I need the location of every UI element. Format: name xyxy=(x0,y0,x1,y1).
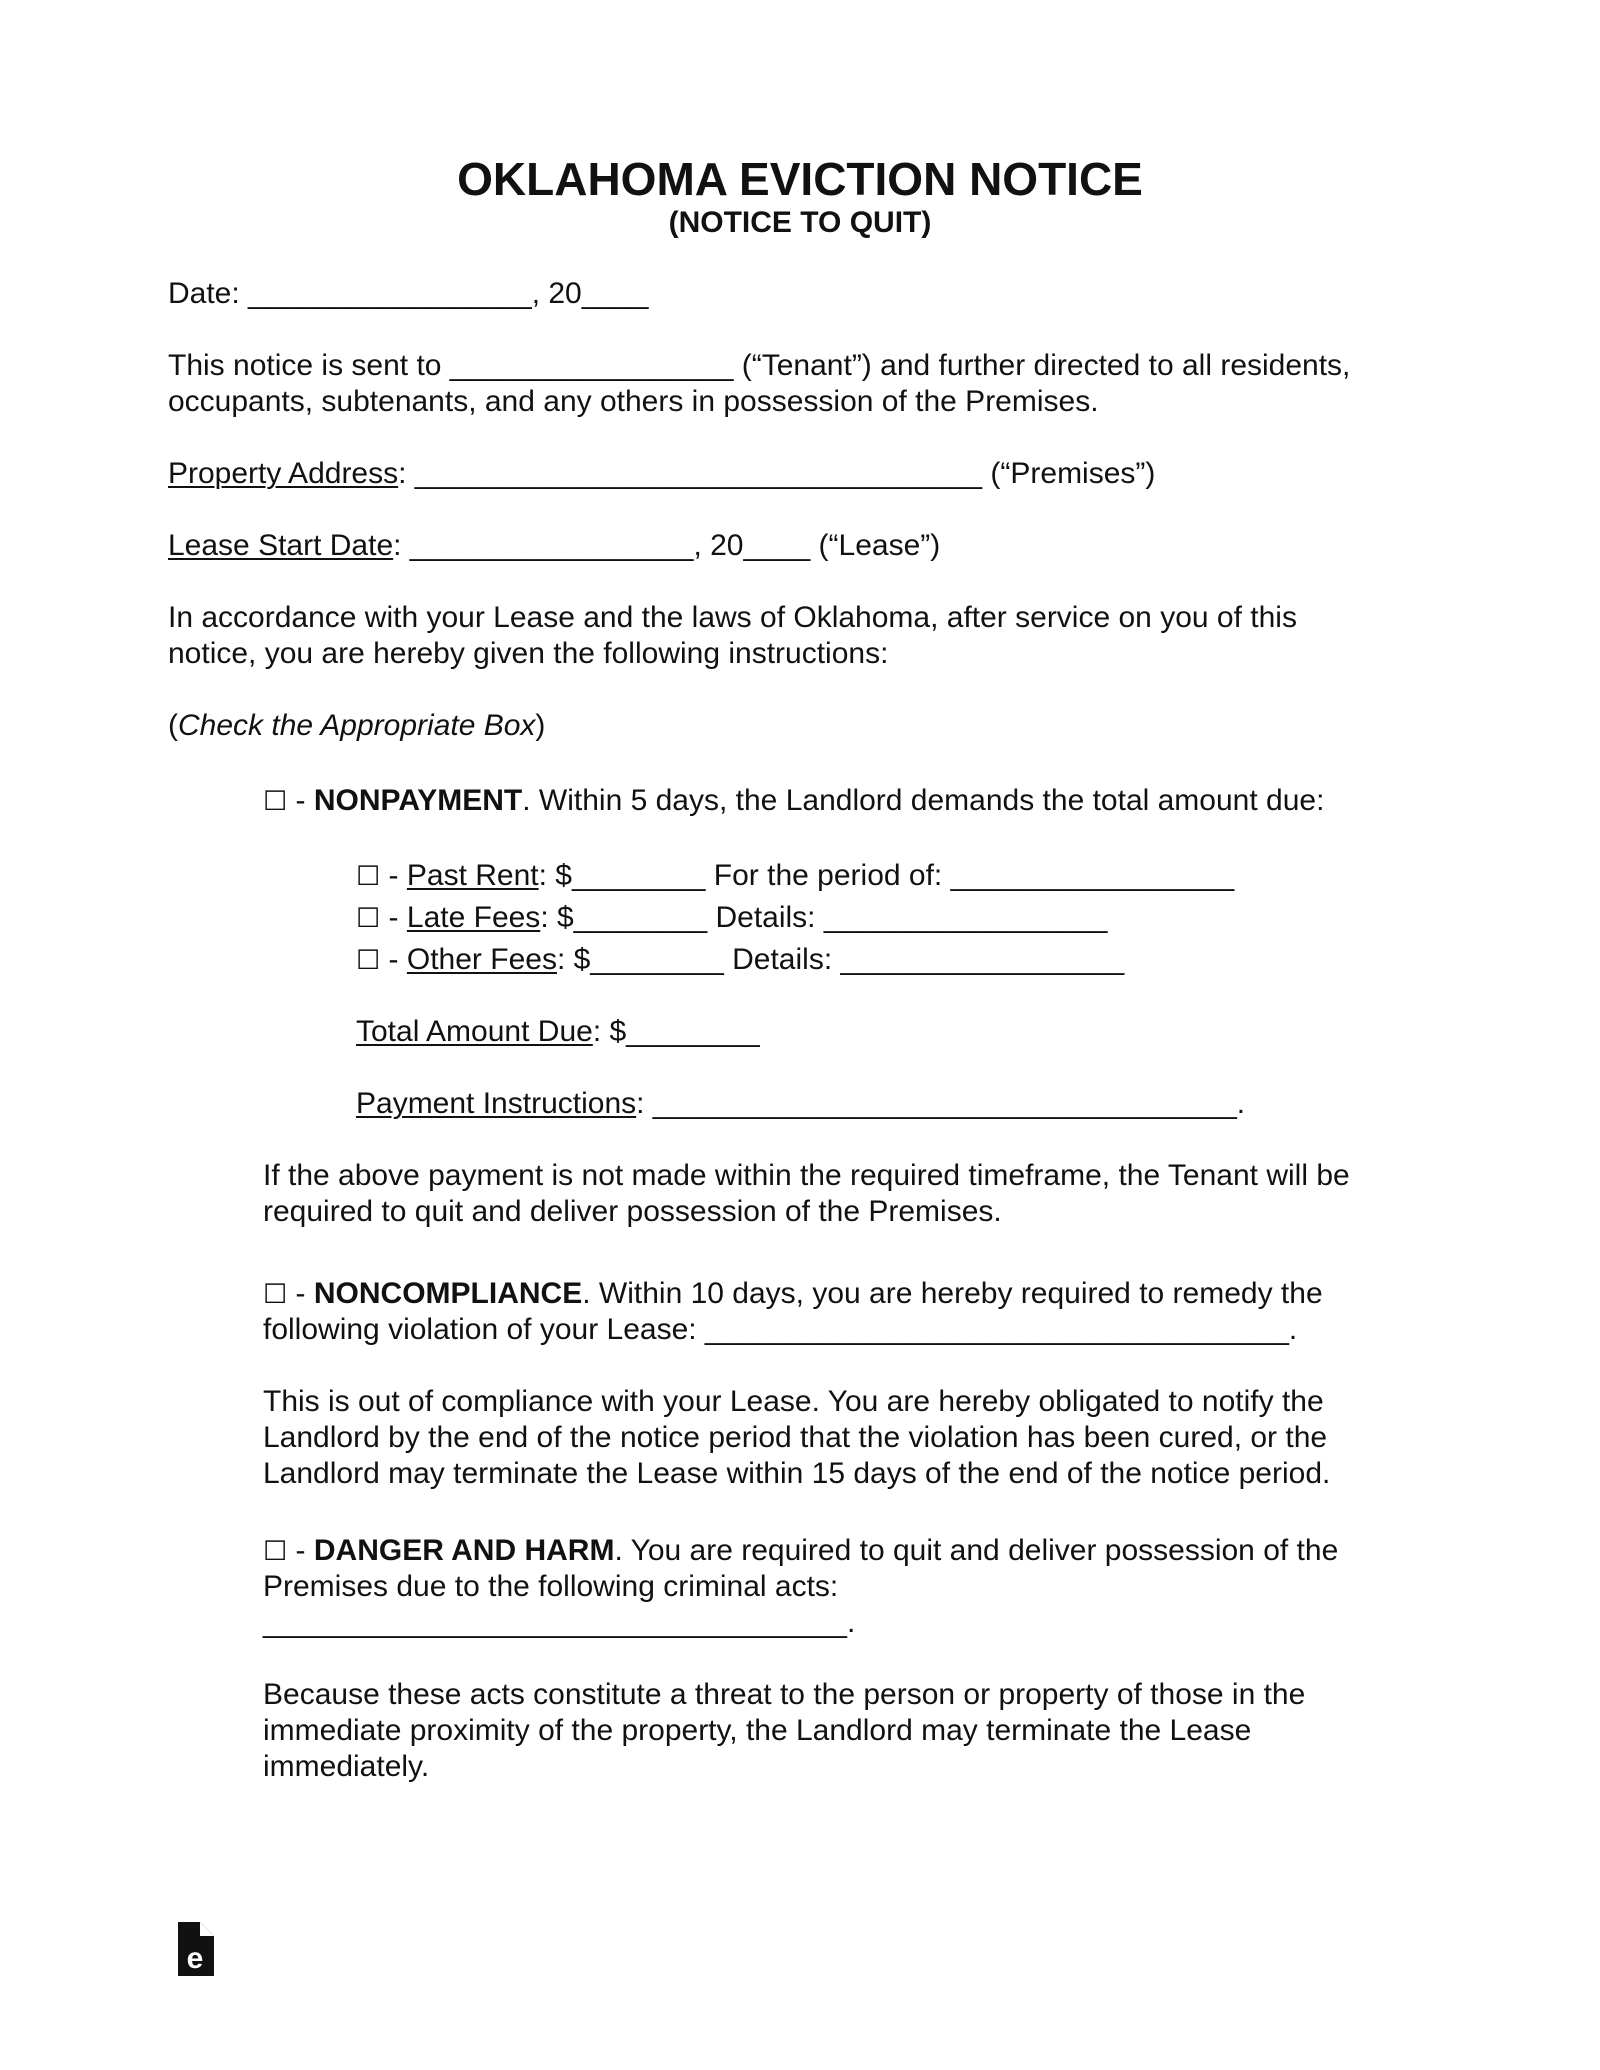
other-fees-label: Other Fees xyxy=(406,943,557,976)
dash: - xyxy=(380,943,407,976)
check-box-text: Check the Appropriate Box xyxy=(178,709,536,742)
nonpayment-option xyxy=(263,783,1324,820)
total-amount-label: Total Amount Due xyxy=(356,1015,593,1048)
past-rent-item xyxy=(356,858,1234,895)
dash: - xyxy=(380,859,407,892)
accordance-line-2: notice, you are hereby given the following instructions: xyxy=(168,637,889,670)
nonpayment-text: . Within 5 days, the Landlord demands the total amount due: xyxy=(522,784,1325,817)
lease-start-label: Lease Start Date xyxy=(168,529,394,562)
dash: - xyxy=(287,1277,314,1310)
dash: - xyxy=(287,784,314,817)
dash: - xyxy=(287,1534,314,1567)
noncompliance-checkbox[interactable]: ☐ xyxy=(263,1279,288,1310)
lease-start-line xyxy=(168,528,940,564)
property-address-blank: : __________________________________ (“Premises”) xyxy=(398,457,1156,490)
danger-text: . You are required to quit and deliver possession of the xyxy=(614,1534,1339,1567)
nonpayment-heading: NONPAYMENT xyxy=(313,784,523,817)
payment-instructions-label: Payment Instructions xyxy=(356,1087,637,1120)
noncompliance-para-line-1: This is out of compliance with your Lease. You are hereby obligated to notify the xyxy=(263,1385,1324,1418)
danger-para-line-1: Because these acts constitute a threat to the person or property of those in the xyxy=(263,1678,1306,1711)
noncompliance-option xyxy=(263,1276,1323,1313)
eforms-logo-icon xyxy=(178,1922,214,1976)
dash: - xyxy=(380,901,407,934)
danger-para-line-2: immediate proximity of the property, the Landlord may terminate the Lease xyxy=(263,1714,1252,1747)
other-fees-item xyxy=(356,942,1124,979)
total-amount-line xyxy=(356,1014,760,1050)
late-fees-item xyxy=(356,900,1108,937)
danger-checkbox[interactable]: ☐ xyxy=(263,1536,288,1567)
noncompliance-line-2: following violation of your Lease: ___________________________________. xyxy=(263,1313,1298,1346)
total-amount-blank: : $________ xyxy=(592,1015,760,1048)
check-box-instruction xyxy=(168,708,545,744)
date-blank: _________________, 20____ xyxy=(239,277,649,310)
nonpayment-checkbox[interactable]: ☐ xyxy=(263,786,288,817)
past-rent-checkbox[interactable]: ☐ xyxy=(356,861,381,892)
date-line xyxy=(168,276,648,312)
property-address-label: Property Address xyxy=(168,457,399,490)
danger-line-3: ___________________________________. xyxy=(263,1606,856,1639)
svg-text:e: e xyxy=(186,1942,204,1975)
nonpayment-after-line-2: required to quit and deliver possession of the Premises. xyxy=(263,1195,1002,1228)
payment-instructions-blank: : ___________________________________. xyxy=(636,1087,1246,1120)
noncompliance-text: . Within 10 days, you are hereby required to remedy the xyxy=(582,1277,1323,1310)
late-fees-checkbox[interactable]: ☐ xyxy=(356,903,381,934)
paren-open: ( xyxy=(168,709,178,742)
danger-para-line-3: immediately. xyxy=(263,1750,430,1783)
noncompliance-para-line-2: Landlord by the end of the notice period that the violation has been cured, or the xyxy=(263,1421,1328,1454)
noncompliance-heading: NONCOMPLIANCE xyxy=(313,1277,583,1310)
other-fees-blank: : $________ Details: _________________ xyxy=(556,943,1125,976)
document-subtitle: (NOTICE TO QUIT) xyxy=(668,206,932,239)
noncompliance-para-line-3: Landlord may terminate the Lease within 15 days of the end of the notice period. xyxy=(263,1457,1331,1490)
lease-start-blank: : _________________, 20____ (“Lease”) xyxy=(393,529,941,562)
past-rent-label: Past Rent xyxy=(406,859,539,892)
property-address-line xyxy=(168,456,1155,492)
accordance-line-1: In accordance with your Lease and the laws of Oklahoma, after service on you of this xyxy=(168,601,1297,634)
paren-close: ) xyxy=(535,709,546,742)
other-fees-checkbox[interactable]: ☐ xyxy=(356,945,381,976)
payment-instructions-line xyxy=(356,1086,1245,1122)
document-title: OKLAHOMA EVICTION NOTICE xyxy=(457,153,1143,205)
danger-option xyxy=(263,1533,1338,1570)
date-label: Date: xyxy=(168,277,240,310)
late-fees-blank: : $________ Details: _________________ xyxy=(540,901,1108,934)
sent-to-line-2: occupants, subtenants, and any others in possession of the Premises. xyxy=(168,385,1099,418)
danger-heading: DANGER AND HARM xyxy=(313,1534,615,1567)
late-fees-label: Late Fees xyxy=(406,901,541,934)
nonpayment-after-line-1: If the above payment is not made within the required timeframe, the Tenant will be xyxy=(263,1159,1350,1192)
danger-line-2: Premises due to the following criminal acts: xyxy=(263,1570,839,1603)
past-rent-blank: : $________ For the period of: _________________ xyxy=(538,859,1235,892)
sent-to-line-1: This notice is sent to _________________ (“Tenant”) and further directed to all residents, xyxy=(168,349,1351,382)
